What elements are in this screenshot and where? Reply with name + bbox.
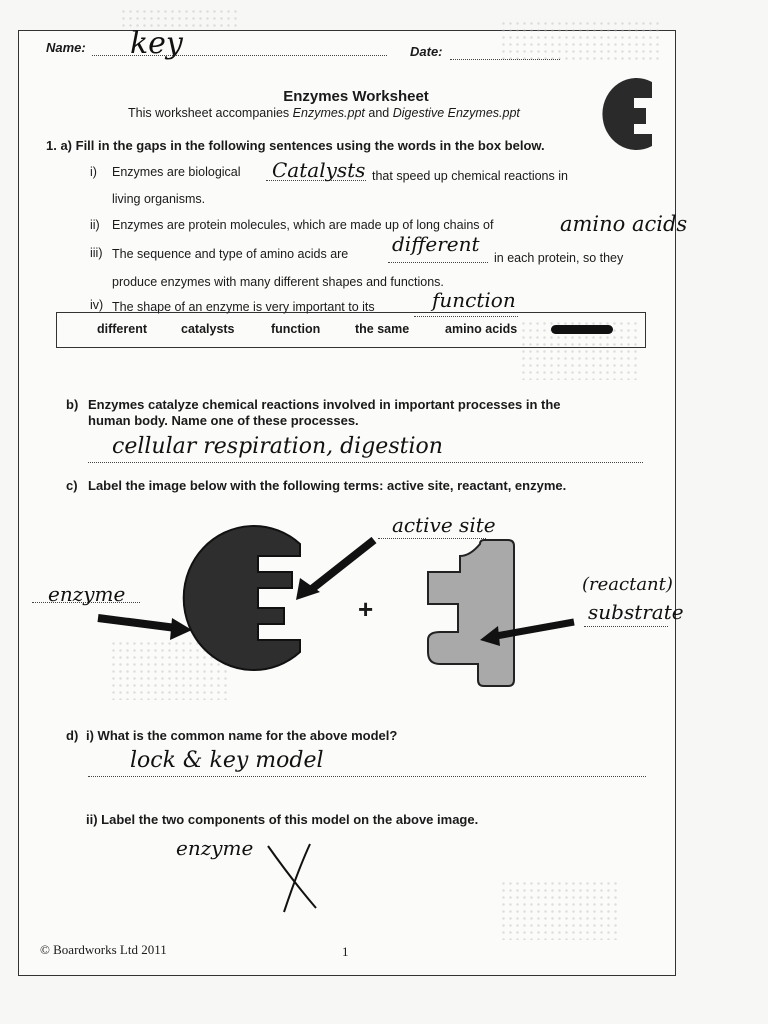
cross-mark-icon: [262, 840, 322, 916]
scan-noise: [500, 880, 620, 940]
item-i-line2: living organisms.: [112, 192, 206, 206]
answer-iii: different: [392, 232, 480, 256]
question-1a: 1. a) Fill in the gaps in the following sentences using the words in the box below.: [46, 138, 545, 153]
item-num: ii): [90, 218, 100, 232]
enzyme-arrow: [98, 618, 176, 628]
answer-line: [88, 462, 643, 463]
worksheet-title: Enzymes Worksheet: [283, 88, 429, 105]
word-function: function: [271, 322, 321, 336]
scan-noise: [500, 20, 660, 60]
question-1b-num: b): [66, 397, 79, 412]
answer-1d-ii: enzyme: [176, 836, 254, 860]
answer-ii: amino acids: [560, 212, 688, 236]
item-iii-text2: in each protein, so they: [494, 251, 624, 265]
item-i-text2: that speed up chemical reactions in: [372, 169, 568, 183]
answer-1b: cellular respiration, digestion: [112, 434, 443, 459]
item-iii-text: The sequence and type of amino acids are: [112, 247, 349, 261]
word-different: different: [97, 322, 147, 336]
worksheet-subtitle: This worksheet accompanies Enzymes.ppt and Digestive Enzymes.ppt: [128, 106, 520, 120]
label-reactant: (reactant): [582, 574, 673, 595]
answer-line: [88, 776, 646, 777]
question-1c-text: Label the image below with the following terms: active site, reactant, enzyme.: [88, 478, 567, 493]
answer-i: Catalysts: [272, 158, 366, 182]
date-line: [450, 59, 560, 60]
answer-line: [378, 538, 486, 539]
answer-iv: function: [432, 288, 516, 312]
label-enzyme: enzyme: [48, 582, 126, 606]
word-box: [56, 312, 646, 348]
question-1d-num: d): [66, 728, 79, 743]
copyright: © Boardworks Ltd 2011: [40, 942, 167, 957]
enzyme-shape: [184, 526, 300, 670]
question-1b-text2: human body. Name one of these processes.: [88, 413, 359, 428]
enzyme-logo-icon: [596, 74, 666, 154]
item-ii-text: Enzymes are protein molecules, which are made up of long chains of: [112, 218, 494, 232]
answer-line: [32, 602, 140, 603]
item-iv-text: The shape of an enzyme is very important to its: [112, 300, 375, 314]
answer-line: [584, 626, 668, 627]
date-label: Date:: [410, 44, 443, 59]
answer-1d-i: lock & key model: [130, 748, 324, 773]
item-i-text: Enzymes are biological: [112, 165, 241, 179]
word-catalysts: catalysts: [181, 322, 235, 336]
name-label: Name:: [46, 40, 86, 55]
scribble-mark: [551, 325, 613, 334]
word-the-same: the same: [355, 322, 410, 336]
question-1b-text: Enzymes catalyze chemical reactions involved in important processes in the: [88, 397, 561, 412]
answer-line: [388, 262, 488, 263]
label-active-site: active site: [392, 513, 496, 537]
question-1c-num: c): [66, 478, 78, 493]
item-num: i): [90, 165, 97, 179]
question-1d-i: i) What is the common name for the above model?: [86, 728, 398, 743]
active-site-arrow: [308, 540, 374, 592]
word-amino-acids: amino acids: [445, 322, 518, 336]
page-number: 1: [342, 944, 349, 959]
name-value: key: [130, 26, 183, 61]
item-iii-line2: produce enzymes with many different shapes and functions.: [112, 275, 444, 289]
substrate-shape: [428, 540, 514, 686]
item-num: iii): [90, 246, 103, 260]
label-substrate: substrate: [588, 600, 684, 624]
question-1d-ii: ii) Label the two components of this model on the above image.: [86, 812, 479, 827]
item-num: iv): [90, 298, 104, 312]
plus-sign: +: [358, 594, 374, 624]
